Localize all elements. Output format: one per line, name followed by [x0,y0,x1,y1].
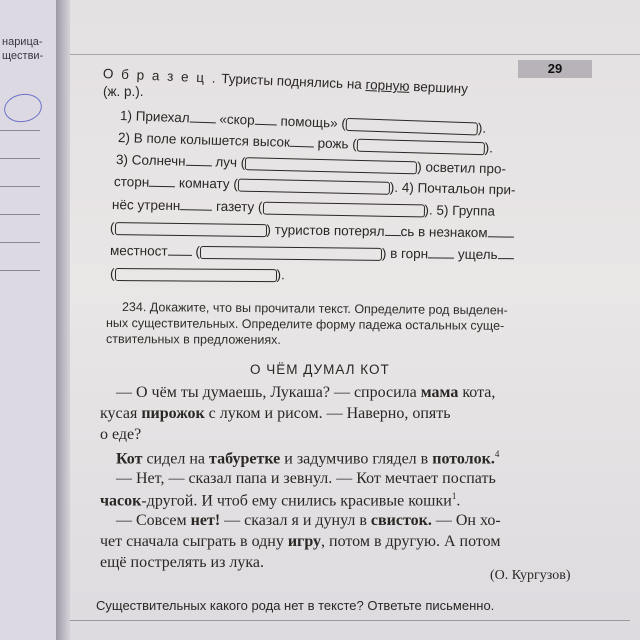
text: луч ( [215,154,246,171]
sample-label: О б р а з е ц . [102,66,218,86]
left-rule [0,214,40,215]
answer-blank [428,257,454,258]
left-rule [0,158,40,159]
bold-noun: свисток. [370,512,432,529]
left-fragment: нарица- [2,36,43,48]
text: с луком и рисом. — Наверно, опять [208,405,451,422]
left-rule [0,130,40,131]
page-number: 29 [518,60,592,78]
text: ( [195,243,200,259]
answer-box [245,157,417,174]
text: сидел на [146,450,206,468]
footnote-mark: 4 [494,449,500,459]
story-title: О ЧЁМ ДУМАЛ КОТ [250,362,390,377]
text: сторн [113,174,150,190]
text: местност [109,243,168,259]
bold-noun: Кот [116,450,143,468]
text: ) осветил про- [417,159,507,177]
answer-blank [190,121,216,123]
exercise-line [110,243,514,262]
exercise-line [110,266,285,282]
text: ( [109,220,115,236]
text: Туристы поднялись на [221,70,363,92]
story-line [116,384,495,402]
left-rule [0,242,40,243]
exercise-line [112,197,495,219]
story-author: (О. Кургузов) [490,568,571,583]
bold-noun: мама [420,384,459,401]
answer-box [200,246,382,261]
footnote-mark: 1 [451,491,457,501]
story-line: — Нет, — сказал папа и зевнул. — Кот мечтает поспать [116,470,496,487]
answer-blank [255,124,277,126]
answer-box [114,222,266,237]
task-line: 234. Докажите, что вы прочитали текст. Определите род выделен- [121,300,508,318]
answer-blank [384,235,400,236]
answer-box [238,179,390,195]
text: ). [477,120,487,136]
story-line [116,512,501,530]
text: — О чём ты думаешь, Лукаша? — спросила [116,384,417,401]
bold-noun: игру [287,533,321,550]
underlined-word: горную [365,77,410,94]
answer-box [357,139,485,156]
task-line: ных существительных. Определите форму падежа остальных суще- [105,316,505,333]
text: 2) В поле колышется высок [117,130,291,150]
answer-box [346,118,478,136]
text: комнату ( [178,175,239,192]
text: ). 4) Почтальон при- [389,179,516,198]
text: ). [484,140,494,156]
text: 1) Приехал [119,108,190,126]
text: кота, [462,384,496,401]
text: (ж. р.). [103,84,144,99]
pen-scribble [2,91,44,125]
story-line [116,449,499,468]
text: ). [276,267,285,283]
text: рожь ( [317,135,358,152]
exercise-line [116,152,506,177]
bold-noun: пирожок [141,405,205,422]
answer-blank [498,258,514,259]
text: — сказал я и дунул в [224,512,367,529]
left-rule [0,186,40,187]
text: 3) Солнечн [115,152,186,169]
header-rule [70,54,640,55]
text: ) туристов потерял [266,222,385,239]
exercise-line [103,66,469,96]
story-line: ещё пострелять из лука. [100,554,265,571]
text: — Совсем [116,512,187,529]
text: вершину [412,79,469,97]
right-page [70,0,640,640]
answer-blank [488,236,514,237]
text: и задумчиво глядел в [284,450,429,468]
bottom-rule [70,620,630,621]
text: нёс утренн [111,197,181,214]
text: . [456,492,461,510]
bold-noun: потолок. [432,450,495,468]
answer-blank [180,209,212,211]
story-line: о еде? [100,426,142,443]
answer-box [262,202,424,218]
story-line [100,491,460,510]
text: ( [109,266,115,282]
text: «скор [219,111,255,128]
bold-noun: табуретке [209,450,281,468]
answer-box [114,268,276,282]
text: чет сначала сыграть в одну [100,533,284,550]
text: -другой. И чтоб ему снились красивые кошки [141,492,452,510]
text: помощь» ( [280,113,347,131]
answer-blank [290,146,314,148]
story-line [100,405,451,423]
text: ) в горн [381,245,429,262]
text: ущель [457,246,498,263]
exercise-line [110,220,514,241]
exercise-line [114,174,516,197]
text: сь в незнаком [400,224,488,241]
bold-noun: часок [100,492,142,510]
answer-blank [168,255,192,256]
exercise-line [103,84,144,99]
text: ). 5) Группа [424,202,496,219]
text: — Он хо- [435,512,501,529]
text: , потом в другую. А потом [321,533,501,550]
question-line: Существительных какого рода нет в тексте? Ответьте письменно. [96,598,495,613]
left-fragment: ществи- [2,50,44,62]
answer-blank [185,165,211,167]
left-rule [0,270,40,271]
bold-noun: нет! [190,512,221,529]
text: кусая [100,405,138,422]
answer-blank [149,186,175,188]
story-line [100,533,500,551]
text: газету ( [215,198,263,215]
task-line: ствительных в предложениях. [105,332,281,347]
